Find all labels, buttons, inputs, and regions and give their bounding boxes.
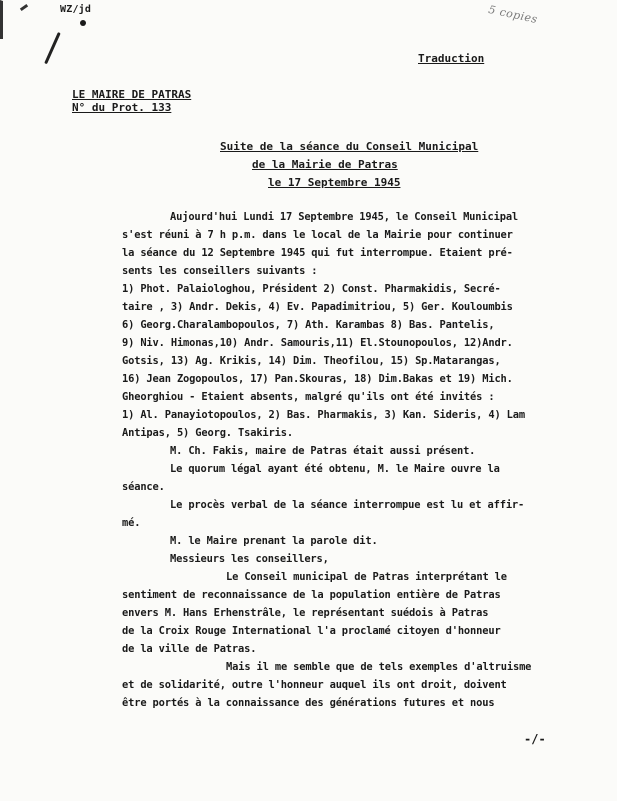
- body-line: 9) Niv. Himonas,10) Andr. Samouris,11) El.Stounopoulos, 12)Andr.: [122, 337, 513, 349]
- body-line: de la ville de Patras.: [122, 643, 257, 655]
- body-line: Antipas, 5) Georg. Tsakiris.: [122, 427, 293, 439]
- margin-mark: [0, 0, 17, 39]
- body-line: sents les conseillers suivants :: [122, 265, 318, 277]
- body-line: envers M. Hans Erhenstrâle, le représentant suédois à Patras: [122, 607, 489, 619]
- handwritten-note: 5 copies: [487, 2, 539, 27]
- body-line: Gheorghiou - Etaient absents, malgré qu'ils ont été invités :: [122, 391, 495, 403]
- body-line: Messieurs les conseillers,: [170, 553, 329, 565]
- body-line: taire , 3) Andr. Dekis, 4) Ev. Papadimitriou, 5) Ger. Kouloumbis: [122, 301, 513, 313]
- ink-stroke: [44, 32, 61, 64]
- body-line: Aujourd'hui Lundi 17 Septembre 1945, le Conseil Municipal: [170, 211, 519, 223]
- title-line-1: Suite de la séance du Conseil Municipal: [220, 140, 479, 153]
- body-line: la séance du 12 Septembre 1945 qui fut interrompue. Etaient pré-: [122, 247, 513, 259]
- document-body: [122, 208, 612, 712]
- body-line: séance.: [122, 481, 165, 493]
- body-line: s'est réuni à 7 h p.m. dans le local de la Mairie pour continuer: [122, 229, 513, 241]
- body-line: et de solidarité, outre l'honneur auquel ils ont droit, doivent: [122, 679, 507, 691]
- body-line: être portés à la connaissance des générations futures et nous: [122, 697, 495, 709]
- continuation-mark: -/-: [524, 732, 546, 746]
- body-line: Le Conseil municipal de Patras interprétant le: [226, 571, 507, 583]
- body-line: 1) Phot. Palaiologhou, Président 2) Const. Pharmakidis, Secré-: [122, 283, 501, 295]
- body-line: mé.: [122, 517, 141, 529]
- title-line-2: de la Mairie de Patras: [252, 158, 398, 171]
- body-line: Gotsis, 13) Ag. Krikis, 14) Dim. Theofilou, 15) Sp.Matarangas,: [122, 355, 501, 367]
- body-line: sentiment de reconnaissance de la population entière de Patras: [122, 589, 501, 601]
- ink-dot: [80, 20, 86, 26]
- body-line: M. le Maire prenant la parole dit.: [170, 535, 378, 547]
- sender-line: LE MAIRE DE PATRAS: [72, 88, 192, 101]
- body-line: Le quorum légal ayant été obtenu, M. le Maire ouvre la: [170, 463, 500, 475]
- title-line-3: le 17 Septembre 1945: [268, 176, 401, 189]
- body-line: M. Ch. Fakis, maire de Patras était aussi présent.: [170, 445, 476, 457]
- body-line: Le procès verbal de la séance interrompue est lu et affir-: [170, 499, 525, 511]
- protocol-number: N° du Prot. 133: [72, 101, 172, 114]
- translation-label: Traduction: [418, 52, 485, 65]
- body-line: 6) Georg.Charalambopoulos, 7) Ath. Karambas 8) Bas. Pantelis,: [122, 319, 495, 331]
- body-line: 16) Jean Zogopoulos, 17) Pan.Skouras, 18) Dim.Bakas et 19) Mich.: [122, 373, 513, 385]
- body-line: Mais il me semble que de tels exemples d'altruisme: [226, 661, 532, 673]
- margin-tick: [20, 4, 28, 11]
- body-line: de la Croix Rouge International l'a proclamé citoyen d'honneur: [122, 625, 501, 637]
- reference-code: WZ/jd: [60, 4, 92, 15]
- body-line: 1) Al. Panayiotopoulos, 2) Bas. Pharmakis, 3) Kan. Sideris, 4) Lam: [122, 409, 525, 421]
